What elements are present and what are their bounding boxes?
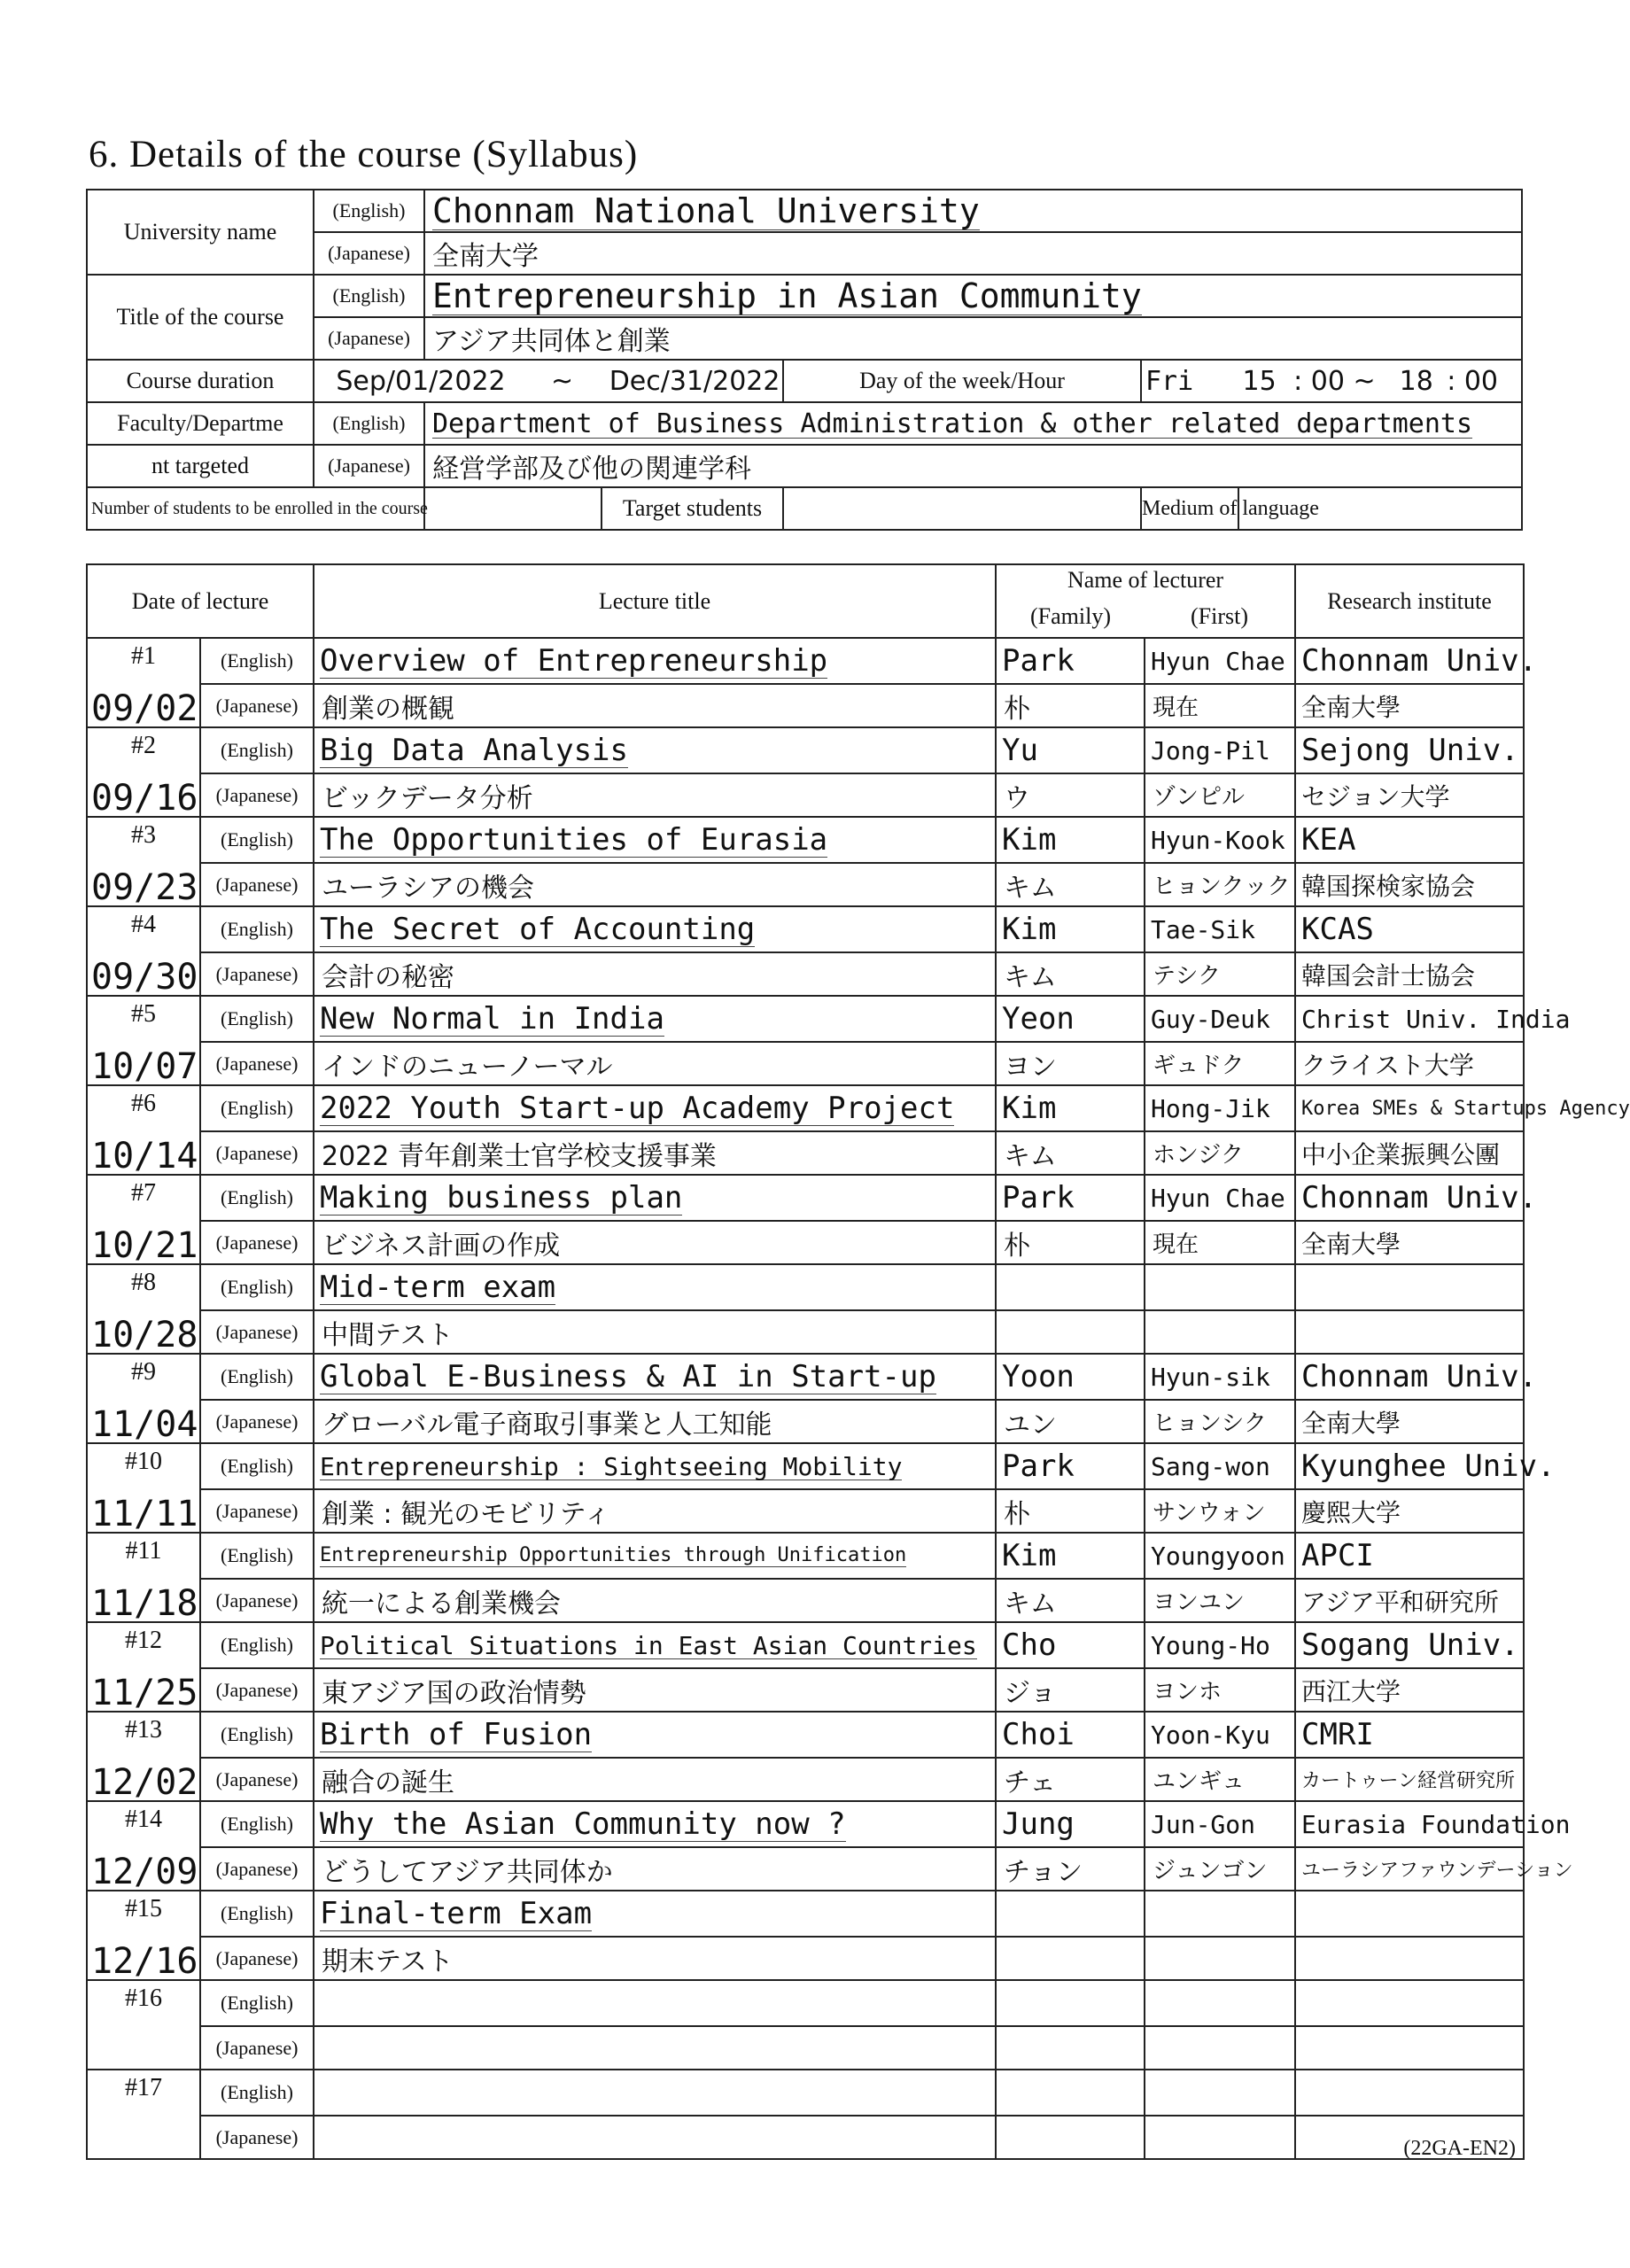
english-tag: (English) bbox=[314, 402, 424, 445]
lecturer-first-ja: ヒョンクック bbox=[1145, 863, 1295, 906]
lecture-date: 12/02 bbox=[87, 1758, 200, 1801]
lecture-number: #14 bbox=[87, 1801, 200, 1847]
lecturer-family-en: Park bbox=[996, 1175, 1145, 1221]
target-students-value bbox=[783, 487, 1141, 530]
lecturer-family-ja: ウ bbox=[996, 773, 1145, 817]
lecture-row bbox=[87, 1622, 1524, 1668]
lecture-row-ja bbox=[87, 1310, 1524, 1354]
lecturer-family-ja bbox=[996, 2116, 1145, 2159]
lecture-title-en-text: Overview of Entrepreneurship bbox=[320, 643, 828, 679]
lecturer-family-en: Yu bbox=[996, 727, 1145, 773]
institute-ja: 慶熙大学 bbox=[1295, 1489, 1524, 1533]
lecture-title-en bbox=[314, 1533, 996, 1579]
lecture-row bbox=[87, 638, 1524, 684]
lecture-row-ja bbox=[87, 2026, 1524, 2070]
institute-en: KCAS bbox=[1295, 906, 1524, 952]
lecturer-first-en: Sang-won bbox=[1145, 1443, 1295, 1489]
lecture-title-en-text: Big Data Analysis bbox=[320, 733, 628, 768]
institute-en: APCI bbox=[1295, 1533, 1524, 1579]
page-title: 6. Details of the course (Syllabus) bbox=[89, 134, 639, 175]
institute-ja: 韓国会計士協会 bbox=[1295, 952, 1524, 996]
faculty-en-text: Department of Business Administration & other related departments bbox=[432, 408, 1472, 439]
institute-ja: クライスト大学 bbox=[1295, 1042, 1524, 1085]
day-hour-label: Day of the week/Hour bbox=[783, 360, 1141, 402]
english-tag: (English) bbox=[200, 817, 314, 863]
english-tag: (English) bbox=[200, 2070, 314, 2116]
lecture-number: #3 bbox=[87, 817, 200, 863]
faculty-en bbox=[424, 402, 1522, 445]
lecturer-family-ja: ヨン bbox=[996, 1042, 1145, 1085]
lecture-row-ja bbox=[87, 863, 1524, 906]
lecturer-first-ja: ギュドク bbox=[1145, 1042, 1295, 1085]
lecturer-family-en: Cho bbox=[996, 1622, 1145, 1668]
lecturer-first-ja: ホンジク bbox=[1145, 1131, 1295, 1175]
lecture-date: 10/21 bbox=[87, 1221, 200, 1264]
lecture-title-ja: 2022 青年創業士官学校支援事業 bbox=[314, 1131, 996, 1175]
institute-en: Sogang Univ. bbox=[1295, 1622, 1524, 1668]
lecture-title-ja: 創業 : 観光のモビリティ bbox=[314, 1489, 996, 1533]
footer-code: (22GA-EN2) bbox=[1403, 2137, 1516, 2160]
lecture-title-en-text: The Secret of Accounting bbox=[320, 912, 756, 947]
lecture-date: 11/18 bbox=[87, 1579, 200, 1622]
students-value bbox=[424, 487, 602, 530]
lecture-date: 10/07 bbox=[87, 1042, 200, 1085]
hour-start-minutes: : 00 ~ bbox=[1293, 365, 1376, 397]
lecture-title-en-text: Making business plan bbox=[320, 1180, 683, 1216]
faculty-ja: 経営学部及び他の関連学科 bbox=[424, 445, 1522, 487]
institute-en bbox=[1295, 1264, 1524, 1310]
lecturer-first-ja: 現在 bbox=[1145, 684, 1295, 727]
lecture-title-ja: 創業の概観 bbox=[314, 684, 996, 727]
institute-en bbox=[1295, 1891, 1524, 1937]
lecturer-family-en: Choi bbox=[996, 1712, 1145, 1758]
lecturer-family-ja: キム bbox=[996, 1579, 1145, 1622]
lecturer-family-ja: ジョ bbox=[996, 1668, 1145, 1712]
lecture-title-en-text: New Normal in India bbox=[320, 1001, 664, 1037]
lecturer-family-ja: 朴 bbox=[996, 1489, 1145, 1533]
lecture-row-ja bbox=[87, 684, 1524, 727]
lecturer-first-ja: サンウォン bbox=[1145, 1489, 1295, 1533]
japanese-tag: (Japanese) bbox=[314, 445, 424, 487]
japanese-tag: (Japanese) bbox=[200, 1489, 314, 1533]
lecture-row bbox=[87, 1891, 1524, 1937]
lecture-number: #11 bbox=[87, 1533, 200, 1579]
lecturer-first-ja bbox=[1145, 2116, 1295, 2159]
lecturer-family-en: Jung bbox=[996, 1801, 1145, 1847]
hour-end-minutes: : 00 bbox=[1447, 365, 1499, 397]
lecture-number: #10 bbox=[87, 1443, 200, 1489]
institute-ja: セジョン大学 bbox=[1295, 773, 1524, 817]
institute-ja: 中小企業振興公團 bbox=[1295, 1131, 1524, 1175]
lecturer-family-en: Kim bbox=[996, 817, 1145, 863]
lecture-title-ja: 統一による創業機会 bbox=[314, 1579, 996, 1622]
lecture-date: 11/25 bbox=[87, 1668, 200, 1712]
lecturer-first-ja bbox=[1145, 1310, 1295, 1354]
lecture-number: #4 bbox=[87, 906, 200, 952]
lecturer-family-ja: ユン bbox=[996, 1400, 1145, 1443]
lecturer-family-en: Yoon bbox=[996, 1354, 1145, 1400]
course-title-en-text: Entrepreneurship in Asian Community bbox=[432, 276, 1142, 315]
lecturer-first-en: Jong-Pil bbox=[1145, 727, 1295, 773]
lecture-number: #8 bbox=[87, 1264, 200, 1310]
institute-ja: 全南大學 bbox=[1295, 1400, 1524, 1443]
institute-ja bbox=[1295, 1937, 1524, 1980]
lecturer-first-en: Guy-Deuk bbox=[1145, 996, 1295, 1042]
duration-separator: ~ bbox=[550, 365, 574, 397]
lecture-date bbox=[87, 2116, 200, 2159]
japanese-tag: (Japanese) bbox=[200, 1131, 314, 1175]
institute-ja: 西江大学 bbox=[1295, 1668, 1524, 1712]
lecture-number: #13 bbox=[87, 1712, 200, 1758]
lecturer-family-en: Kim bbox=[996, 906, 1145, 952]
header-first: (First) bbox=[1145, 595, 1295, 638]
institute-en: Christ Univ. India bbox=[1295, 996, 1524, 1042]
english-tag: (English) bbox=[200, 1980, 314, 2026]
university-label: University name bbox=[87, 190, 314, 275]
lecture-title-ja bbox=[314, 2116, 996, 2159]
lecture-title-en bbox=[314, 1891, 996, 1937]
lecturer-first-ja bbox=[1145, 1937, 1295, 1980]
lecture-row bbox=[87, 1980, 1524, 2026]
medium-language-label: Medium of language bbox=[1141, 487, 1238, 530]
lecture-title-ja: インドのニューノーマル bbox=[314, 1042, 996, 1085]
lecturer-first-en: Hyun-Kook bbox=[1145, 817, 1295, 863]
institute-en: Sejong Univ. bbox=[1295, 727, 1524, 773]
lecturer-family-en bbox=[996, 1264, 1145, 1310]
lecture-title-en bbox=[314, 1801, 996, 1847]
lecturer-family-en bbox=[996, 1980, 1145, 2026]
lecture-title-en bbox=[314, 1712, 996, 1758]
lecture-row bbox=[87, 1354, 1524, 1400]
lecturer-first-en: Yoon-Kyu bbox=[1145, 1712, 1295, 1758]
english-tag: (English) bbox=[200, 1443, 314, 1489]
english-tag: (English) bbox=[200, 1801, 314, 1847]
institute-en: Chonnam Univ. bbox=[1295, 1175, 1524, 1221]
lecture-title-en bbox=[314, 638, 996, 684]
lecture-table bbox=[86, 563, 1630, 2160]
lecture-row-ja bbox=[87, 1758, 1524, 1801]
japanese-tag: (Japanese) bbox=[314, 232, 424, 275]
duration-end: Dec/31/2022 bbox=[609, 365, 780, 397]
lecture-title-en bbox=[314, 817, 996, 863]
japanese-tag: (Japanese) bbox=[200, 773, 314, 817]
course-info-table bbox=[86, 189, 1523, 531]
lecturer-family-ja: 朴 bbox=[996, 1221, 1145, 1264]
hour-end: 18 bbox=[1399, 365, 1433, 397]
english-tag: (English) bbox=[200, 1175, 314, 1221]
lecture-row-ja bbox=[87, 1579, 1524, 1622]
lecturer-first-en bbox=[1145, 2070, 1295, 2116]
lecturer-first-en bbox=[1145, 1264, 1295, 1310]
lecture-title-ja: 融合の誕生 bbox=[314, 1758, 996, 1801]
english-tag: (English) bbox=[314, 190, 424, 232]
lecture-date: 11/11 bbox=[87, 1489, 200, 1533]
lecture-title-ja: ビジネス計画の作成 bbox=[314, 1221, 996, 1264]
lecture-title-en bbox=[314, 996, 996, 1042]
lecture-title-ja: どうしてアジア共同体か bbox=[314, 1847, 996, 1891]
header-family: (Family) bbox=[996, 595, 1145, 638]
institute-en: Korea SMEs & Startups Agency bbox=[1295, 1085, 1524, 1131]
lecture-row-ja bbox=[87, 1400, 1524, 1443]
lecture-row-ja bbox=[87, 1221, 1524, 1264]
lecture-title-ja: 会計の秘密 bbox=[314, 952, 996, 996]
lecturer-first-en: Hyun Chae bbox=[1145, 638, 1295, 684]
japanese-tag: (Japanese) bbox=[200, 2026, 314, 2070]
lecture-row-ja bbox=[87, 1668, 1524, 1712]
lecture-row bbox=[87, 906, 1524, 952]
japanese-tag: (Japanese) bbox=[200, 1937, 314, 1980]
japanese-tag: (Japanese) bbox=[200, 1221, 314, 1264]
english-tag: (English) bbox=[200, 1891, 314, 1937]
english-tag: (English) bbox=[200, 1264, 314, 1310]
lecturer-first-en bbox=[1145, 1980, 1295, 2026]
header-lecturer: Name of lecturer bbox=[996, 564, 1295, 595]
lecturer-first-en: Tae-Sik bbox=[1145, 906, 1295, 952]
lecture-number: #7 bbox=[87, 1175, 200, 1221]
lecture-number: #17 bbox=[87, 2070, 200, 2116]
lecturer-first-ja: ジュンゴン bbox=[1145, 1847, 1295, 1891]
english-tag: (English) bbox=[200, 1622, 314, 1668]
lecture-number: #9 bbox=[87, 1354, 200, 1400]
english-tag: (English) bbox=[200, 1354, 314, 1400]
lecture-row bbox=[87, 1085, 1524, 1131]
lecture-title-en bbox=[314, 1175, 996, 1221]
lecturer-first-en: Hyun Chae bbox=[1145, 1175, 1295, 1221]
lecturer-family-ja: チェ bbox=[996, 1758, 1145, 1801]
lecture-date: 12/09 bbox=[87, 1847, 200, 1891]
lecture-title-en-text: Final-term Exam bbox=[320, 1896, 593, 1931]
lecture-date: 11/04 bbox=[87, 1400, 200, 1443]
institute-ja: 全南大學 bbox=[1295, 1221, 1524, 1264]
institute-ja: 韓国探検家協会 bbox=[1295, 863, 1524, 906]
lecturer-family-ja: チョン bbox=[996, 1847, 1145, 1891]
lecture-title-en-text: Entrepreneurship : Sightseeing Mobility bbox=[320, 1451, 903, 1481]
english-tag: (English) bbox=[200, 996, 314, 1042]
japanese-tag: (Japanese) bbox=[200, 1847, 314, 1891]
lecturer-first-en bbox=[1145, 1891, 1295, 1937]
english-tag: (English) bbox=[200, 1712, 314, 1758]
english-tag: (English) bbox=[200, 906, 314, 952]
lecture-number: #16 bbox=[87, 1980, 200, 2026]
english-tag: (English) bbox=[200, 1085, 314, 1131]
target-students-label: Target students bbox=[602, 487, 783, 530]
lecture-number: #15 bbox=[87, 1891, 200, 1937]
day-hour-value bbox=[1141, 360, 1522, 402]
lecturer-family-ja bbox=[996, 1937, 1145, 1980]
lecture-row bbox=[87, 727, 1524, 773]
lecture-title-en-text: The Opportunities of Eurasia bbox=[320, 822, 828, 858]
lecturer-first-ja bbox=[1145, 2026, 1295, 2070]
course-title-label: Title of the course bbox=[87, 275, 314, 360]
japanese-tag: (Japanese) bbox=[200, 2116, 314, 2159]
university-name-ja: 全南大学 bbox=[424, 232, 1522, 275]
duration-start: Sep/01/2022 bbox=[336, 365, 506, 397]
japanese-tag: (Japanese) bbox=[200, 1042, 314, 1085]
institute-en bbox=[1295, 1980, 1524, 2026]
university-name-en bbox=[424, 190, 1522, 232]
lecture-title-en bbox=[314, 1980, 996, 2026]
lecture-row bbox=[87, 817, 1524, 863]
lecture-title-en-text: Political Situations in East Asian Countries bbox=[320, 1630, 977, 1660]
lecturer-first-ja: ユンギュ bbox=[1145, 1758, 1295, 1801]
lecture-row bbox=[87, 1712, 1524, 1758]
lecturer-family-ja: キム bbox=[996, 863, 1145, 906]
lecture-title-en bbox=[314, 1443, 996, 1489]
lecture-title-en-text: Why the Asian Community now ? bbox=[320, 1806, 846, 1842]
lecturer-first-ja: ヨンホ bbox=[1145, 1668, 1295, 1712]
lecture-row-ja bbox=[87, 952, 1524, 996]
lecture-row bbox=[87, 1801, 1524, 1847]
hour-start: 15 bbox=[1242, 365, 1277, 397]
course-duration-value bbox=[314, 360, 783, 402]
lecture-date: 09/30 bbox=[87, 952, 200, 996]
lecture-date: 09/23 bbox=[87, 863, 200, 906]
lecture-title-en bbox=[314, 1085, 996, 1131]
lecturer-first-en: Hong-Jik bbox=[1145, 1085, 1295, 1131]
lecture-title-en bbox=[314, 1354, 996, 1400]
english-tag: (English) bbox=[200, 727, 314, 773]
lecture-title-en-text: Birth of Fusion bbox=[320, 1717, 593, 1752]
institute-ja: 全南大學 bbox=[1295, 684, 1524, 727]
lecturer-family-ja bbox=[996, 2026, 1145, 2070]
lecture-title-en bbox=[314, 1622, 996, 1668]
institute-ja: ユーラシアファウンデーション bbox=[1295, 1847, 1524, 1891]
lecturer-first-ja: ヒョンシク bbox=[1145, 1400, 1295, 1443]
lecture-title-en-text: 2022 Youth Start-up Academy Project bbox=[320, 1091, 955, 1126]
lecturer-family-en: Yeon bbox=[996, 996, 1145, 1042]
lecture-title-en-text: Global E-Business & AI in Start-up bbox=[320, 1359, 936, 1394]
course-duration-label: Course duration bbox=[87, 360, 314, 402]
lecture-date: 10/28 bbox=[87, 1310, 200, 1354]
lecture-number: #6 bbox=[87, 1085, 200, 1131]
lecture-row bbox=[87, 996, 1524, 1042]
lecture-title-en-text: Mid-term exam bbox=[320, 1270, 556, 1305]
faculty-label-cont: nt targeted bbox=[87, 445, 314, 487]
institute-en: Chonnam Univ. bbox=[1295, 638, 1524, 684]
day-value: Fri bbox=[1145, 365, 1194, 397]
lecturer-family-en bbox=[996, 2070, 1145, 2116]
lecture-date bbox=[87, 2026, 200, 2070]
lecture-date: 09/02 bbox=[87, 684, 200, 727]
japanese-tag: (Japanese) bbox=[200, 863, 314, 906]
lecture-row-ja bbox=[87, 1937, 1524, 1980]
japanese-tag: (Japanese) bbox=[314, 317, 424, 360]
lecture-number: #1 bbox=[87, 638, 200, 684]
japanese-tag: (Japanese) bbox=[200, 1758, 314, 1801]
lecture-title-ja: グローバル電子商取引事業と人工知能 bbox=[314, 1400, 996, 1443]
lecturer-first-ja: ゾンピル bbox=[1145, 773, 1295, 817]
faculty-label: Faculty/Departme bbox=[87, 402, 314, 445]
lecturer-family-en: Kim bbox=[996, 1533, 1145, 1579]
lecture-title-en bbox=[314, 906, 996, 952]
lecture-row-ja bbox=[87, 1131, 1524, 1175]
institute-ja bbox=[1295, 2026, 1524, 2070]
header-title: Lecture title bbox=[314, 564, 996, 638]
lecture-title-ja: 期末テスト bbox=[314, 1937, 996, 1980]
course-title-en bbox=[424, 275, 1522, 317]
lecturer-family-en bbox=[996, 1891, 1145, 1937]
institute-en: Kyunghee Univ. bbox=[1295, 1443, 1524, 1489]
institute-en: CMRI bbox=[1295, 1712, 1524, 1758]
university-name-en-text: Chonnam National University bbox=[432, 191, 980, 230]
lecture-row-ja bbox=[87, 1042, 1524, 1085]
lecture-row-ja bbox=[87, 2116, 1524, 2159]
lecturer-family-ja bbox=[996, 1310, 1145, 1354]
lecture-title-ja: ユーラシアの機会 bbox=[314, 863, 996, 906]
header-date: Date of lecture bbox=[87, 564, 314, 638]
english-tag: (English) bbox=[200, 1533, 314, 1579]
lecture-row-ja bbox=[87, 1489, 1524, 1533]
lecture-title-en bbox=[314, 2070, 996, 2116]
lecture-title-ja bbox=[314, 2026, 996, 2070]
course-title-ja: アジア共同体と創業 bbox=[424, 317, 1522, 360]
lecturer-first-en: Young-Ho bbox=[1145, 1622, 1295, 1668]
lecturer-first-ja: テシク bbox=[1145, 952, 1295, 996]
lecture-date: 10/14 bbox=[87, 1131, 200, 1175]
english-tag: (English) bbox=[314, 275, 424, 317]
institute-en bbox=[1295, 2070, 1524, 2116]
lecture-row-ja bbox=[87, 1847, 1524, 1891]
lecture-row bbox=[87, 1264, 1524, 1310]
japanese-tag: (Japanese) bbox=[200, 1400, 314, 1443]
lecturer-family-ja: キム bbox=[996, 1131, 1145, 1175]
lecture-number: #2 bbox=[87, 727, 200, 773]
students-label: Number of students to be enrolled in the course bbox=[87, 487, 424, 530]
lecture-number: #5 bbox=[87, 996, 200, 1042]
lecturer-family-ja: キム bbox=[996, 952, 1145, 996]
lecture-title-en bbox=[314, 1264, 996, 1310]
lecturer-family-ja: 朴 bbox=[996, 684, 1145, 727]
lecture-row bbox=[87, 1533, 1524, 1579]
lecture-date: 12/16 bbox=[87, 1937, 200, 1980]
lecturer-family-en: Kim bbox=[996, 1085, 1145, 1131]
lecture-title-ja: 中間テスト bbox=[314, 1310, 996, 1354]
institute-en: Eurasia Foundation bbox=[1295, 1801, 1524, 1847]
lecture-title-ja: ビックデータ分析 bbox=[314, 773, 996, 817]
lecture-row bbox=[87, 1443, 1524, 1489]
japanese-tag: (Japanese) bbox=[200, 952, 314, 996]
lecture-title-en bbox=[314, 727, 996, 773]
header-institute: Research institute bbox=[1295, 564, 1524, 638]
institute-ja bbox=[1295, 1310, 1524, 1354]
lecturer-family-en: Park bbox=[996, 638, 1145, 684]
japanese-tag: (Japanese) bbox=[200, 1668, 314, 1712]
english-tag: (English) bbox=[200, 638, 314, 684]
institute-en: KEA bbox=[1295, 817, 1524, 863]
lecturer-first-ja: 現在 bbox=[1145, 1221, 1295, 1264]
lecture-title-ja: 東アジア国の政治情勢 bbox=[314, 1668, 996, 1712]
lecturer-first-en: Hyun-sik bbox=[1145, 1354, 1295, 1400]
institute-en: Chonnam Univ. bbox=[1295, 1354, 1524, 1400]
lecturer-first-en: Youngyoon bbox=[1145, 1533, 1295, 1579]
institute-ja: アジア平和研究所 bbox=[1295, 1579, 1524, 1622]
lecture-row bbox=[87, 1175, 1524, 1221]
japanese-tag: (Japanese) bbox=[200, 684, 314, 727]
institute-ja: カートゥーン経営研究所 bbox=[1295, 1758, 1524, 1801]
japanese-tag: (Japanese) bbox=[200, 1579, 314, 1622]
lecturer-first-en: Jun-Gon bbox=[1145, 1801, 1295, 1847]
lecture-title-en-text: Entrepreneurship Opportunities through Unification bbox=[320, 1544, 907, 1567]
lecture-number: #12 bbox=[87, 1622, 200, 1668]
lecturer-family-en: Park bbox=[996, 1443, 1145, 1489]
japanese-tag: (Japanese) bbox=[200, 1310, 314, 1354]
lecturer-first-ja: ヨンユン bbox=[1145, 1579, 1295, 1622]
lecture-row-ja bbox=[87, 773, 1524, 817]
lecture-date: 09/16 bbox=[87, 773, 200, 817]
lecture-row bbox=[87, 2070, 1524, 2116]
